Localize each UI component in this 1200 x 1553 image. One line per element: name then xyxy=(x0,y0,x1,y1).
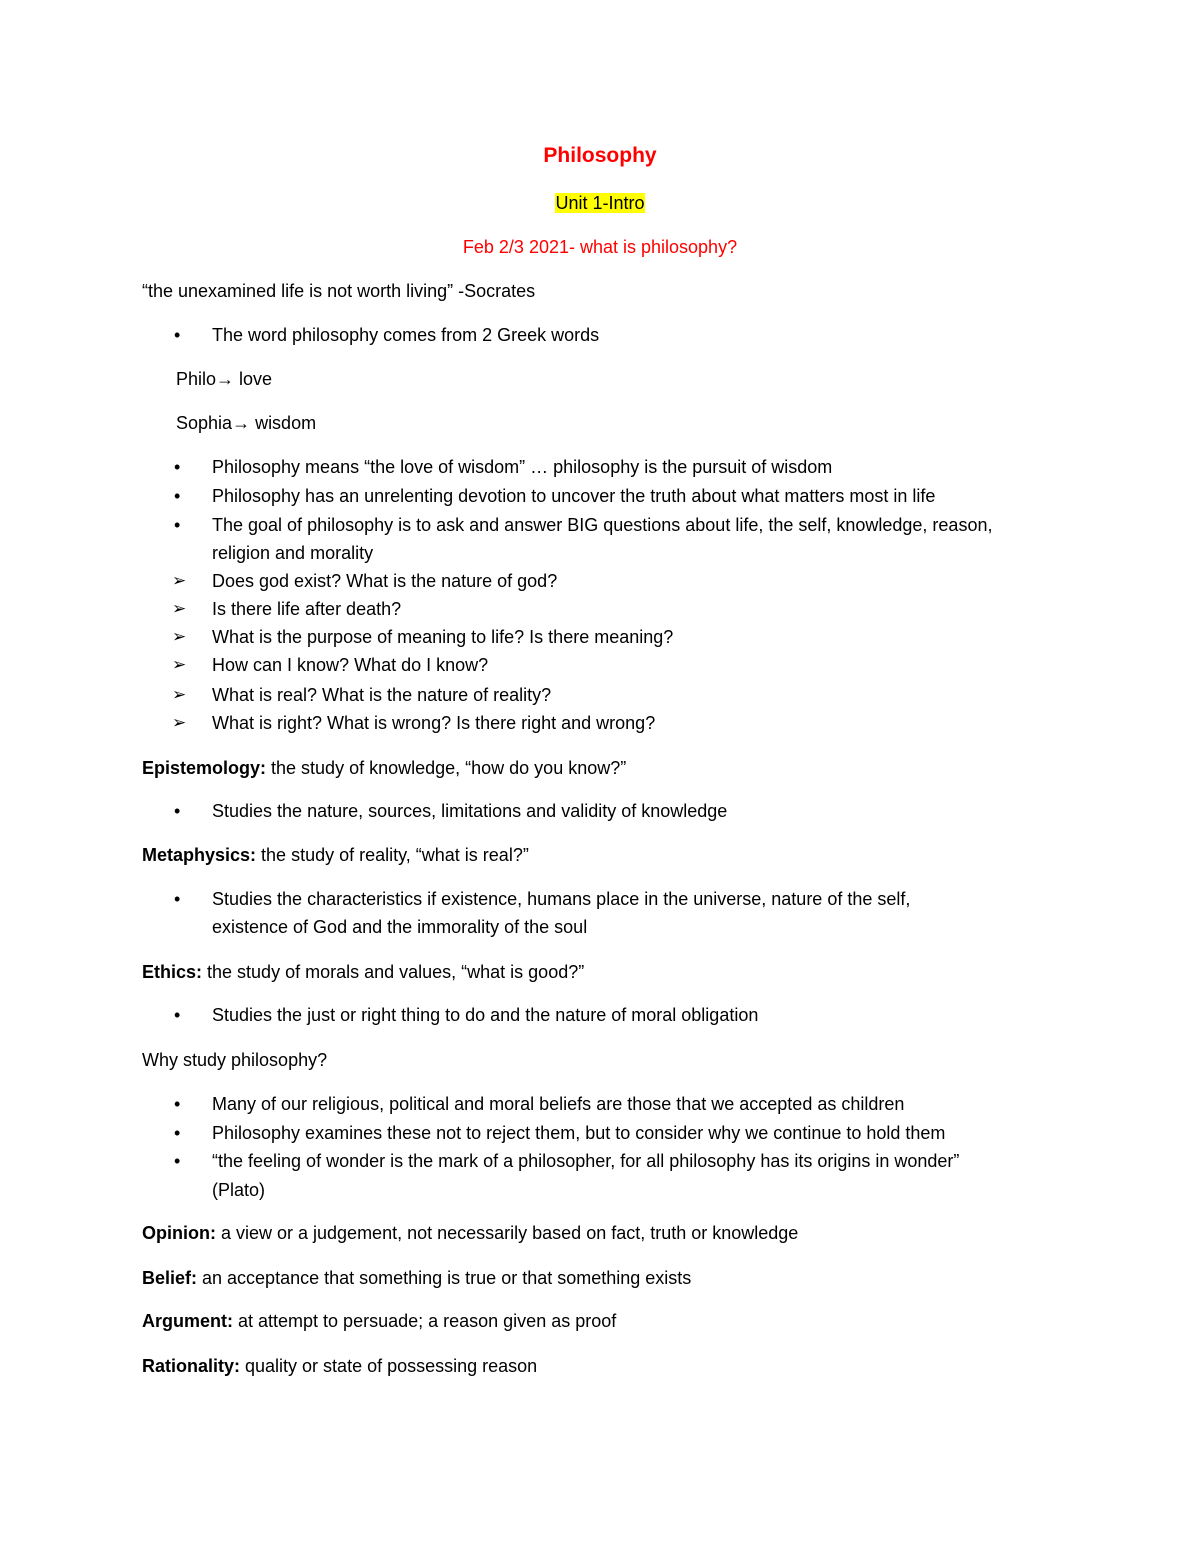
why-study-bullet: Philosophy examines these not to reject them, but to consider why we continue to hold them xyxy=(212,1123,946,1143)
bullet-icon: • xyxy=(174,515,181,535)
metaphysics-text: the study of reality, “what is real?” xyxy=(256,845,529,865)
sophia-term: Sophia xyxy=(176,413,233,433)
bullet-icon: • xyxy=(174,325,181,345)
term-label: Argument: xyxy=(142,1311,233,1331)
arrow-bullet-icon: ➢ xyxy=(172,599,187,618)
unit-heading-row xyxy=(0,190,1200,216)
page-title: Philosophy xyxy=(543,144,657,167)
question-item: What is right? What is wrong? Is there right and wrong? xyxy=(212,713,656,733)
term-belief xyxy=(142,1265,691,1291)
metaphysics-bullet: Studies the characteristics if existence, humans place in the universe, nature of the self, xyxy=(212,889,911,909)
definition-bullet-continued: religion and morality xyxy=(212,543,374,563)
question-item: What is the purpose of meaning to life? Is there meaning? xyxy=(212,627,674,647)
arrow-bullet-icon: ➢ xyxy=(172,713,187,732)
bullet-icon: • xyxy=(174,889,181,909)
arrow-bullet-icon: ➢ xyxy=(172,571,187,590)
why-study-heading: Why study philosophy? xyxy=(142,1050,328,1070)
term-opinion xyxy=(142,1220,798,1246)
term-label: Opinion: xyxy=(142,1223,216,1243)
why-study-bullet-continued: (Plato) xyxy=(212,1180,266,1200)
term-definition: quality or state of possessing reason xyxy=(240,1356,538,1376)
definition-bullet: Philosophy has an unrelenting devotion to uncover the truth about what matters most in life xyxy=(212,486,936,506)
arrow-bullet-icon: ➢ xyxy=(172,655,187,674)
bullet-icon: • xyxy=(174,486,181,506)
question-item: Is there life after death? xyxy=(212,599,402,619)
bullet-icon: • xyxy=(174,1123,181,1143)
unit-heading: Unit 1-Intro xyxy=(555,193,645,213)
definition-bullet: The goal of philosophy is to ask and answer BIG questions about life, the self, knowledge, reason, xyxy=(212,515,993,535)
term-argument xyxy=(142,1308,616,1334)
question-item: How can I know? What do I know? xyxy=(212,655,489,675)
arrow-bullet-icon: ➢ xyxy=(172,627,187,646)
origin-bullet: The word philosophy comes from 2 Greek words xyxy=(212,325,600,345)
term-label: Belief: xyxy=(142,1268,198,1288)
epistemology-text: the study of knowledge, “how do you know?” xyxy=(266,758,627,778)
bullet-icon: • xyxy=(174,1005,181,1025)
bullet-icon: • xyxy=(174,457,181,477)
sophia-meaning: wisdom xyxy=(250,413,317,433)
term-label: Rationality: xyxy=(142,1356,241,1376)
metaphysics-definition xyxy=(142,842,529,868)
why-study-bullet: “the feeling of wonder is the mark of a philosopher, for all philosophy has its origins in wonder” xyxy=(212,1151,960,1171)
right-arrow-icon: → xyxy=(216,369,235,389)
right-arrow-icon: → xyxy=(232,413,251,433)
question-item: Does god exist? What is the nature of god? xyxy=(212,571,558,591)
bullet-icon: • xyxy=(174,1094,181,1114)
philo-meaning: love xyxy=(234,369,273,389)
bullet-icon: • xyxy=(174,1151,181,1171)
arrow-bullet-icon: ➢ xyxy=(172,685,187,704)
definition-bullet: Philosophy means “the love of wisdom” … philosophy is the pursuit of wisdom xyxy=(212,457,833,477)
ethics-text: the study of morals and values, “what is good?” xyxy=(202,962,585,982)
term-definition: at attempt to persuade; a reason given as proof xyxy=(233,1311,617,1331)
metaphysics-term: Metaphysics: xyxy=(142,845,257,865)
epistemology-definition xyxy=(142,755,626,781)
bullet-icon: • xyxy=(174,801,181,821)
philo-line xyxy=(176,366,272,392)
socrates-quote: “the unexamined life is not worth living” -Socrates xyxy=(142,281,536,301)
epistemology-bullet: Studies the nature, sources, limitations and validity of knowledge xyxy=(212,801,728,821)
ethics-term: Ethics: xyxy=(142,962,203,982)
date-heading: Feb 2/3 2021- what is philosophy? xyxy=(462,237,738,257)
term-rationality xyxy=(142,1353,537,1379)
question-item: What is real? What is the nature of reality? xyxy=(212,685,552,705)
epistemology-term: Epistemology: xyxy=(142,758,267,778)
term-definition: a view or a judgement, not necessarily based on fact, truth or knowledge xyxy=(215,1223,799,1243)
why-study-bullet: Many of our religious, political and moral beliefs are those that we accepted as children xyxy=(212,1094,905,1114)
term-definition: an acceptance that something is true or that something exists xyxy=(197,1268,692,1288)
sophia-line xyxy=(176,410,316,436)
philo-term: Philo xyxy=(176,369,217,389)
metaphysics-bullet-continued: existence of God and the immorality of the soul xyxy=(212,917,588,937)
ethics-definition xyxy=(142,959,584,985)
ethics-bullet: Studies the just or right thing to do and the nature of moral obligation xyxy=(212,1005,759,1025)
